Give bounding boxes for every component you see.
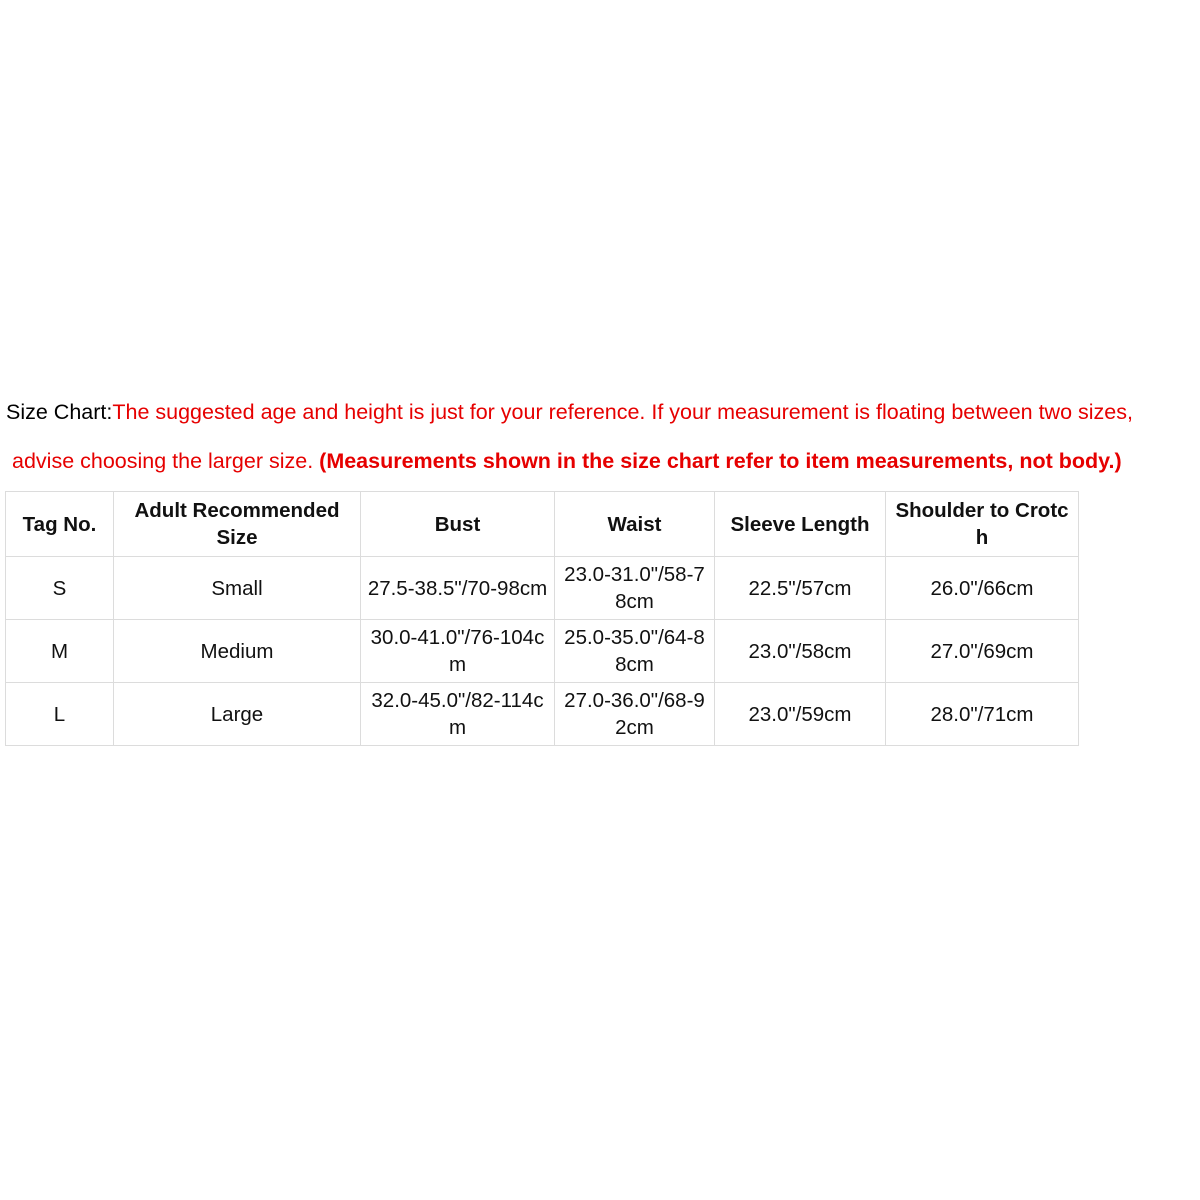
header-sleeve-length: Sleeve Length xyxy=(715,492,886,557)
cell-waist: 27.0-36.0"/68-92cm xyxy=(555,683,715,746)
cell-sleeve-length: 23.0"/59cm xyxy=(715,683,886,746)
cell-sleeve-length: 23.0"/58cm xyxy=(715,620,886,683)
cell-sleeve-length: 22.5"/57cm xyxy=(715,557,886,620)
header-adult-recommended-size: Adult Recommended Size xyxy=(114,492,361,557)
cell-shoulder-to-crotch: 27.0"/69cm xyxy=(886,620,1079,683)
cell-tag-no: S xyxy=(6,557,114,620)
table-row xyxy=(6,683,1079,746)
cell-recommended-size: Large xyxy=(114,683,361,746)
cell-bust: 30.0-41.0"/76-104cm xyxy=(361,620,555,683)
intro-line-1 xyxy=(6,388,1196,437)
table-header-row xyxy=(6,492,1079,557)
reference-note: The suggested age and height is just for your reference. If your measurement is floating between two sizes, xyxy=(112,400,1133,424)
reference-note-continued: advise choosing the larger size. xyxy=(12,449,320,473)
cell-recommended-size: Medium xyxy=(114,620,361,683)
cell-waist: 23.0-31.0"/58-78cm xyxy=(555,557,715,620)
header-shoulder-to-crotch: Shoulder to Crotch xyxy=(886,492,1079,557)
intro-line-2 xyxy=(6,437,1196,486)
size-chart-intro xyxy=(6,388,1196,486)
measurement-note: (Measurements shown in the size chart refer to item measurements, not body.) xyxy=(319,449,1122,473)
size-chart-label: Size Chart: xyxy=(6,400,113,424)
table-row xyxy=(6,557,1079,620)
header-bust: Bust xyxy=(361,492,555,557)
cell-tag-no: L xyxy=(6,683,114,746)
cell-bust: 32.0-45.0"/82-114cm xyxy=(361,683,555,746)
cell-waist: 25.0-35.0"/64-88cm xyxy=(555,620,715,683)
cell-shoulder-to-crotch: 28.0"/71cm xyxy=(886,683,1079,746)
table-row xyxy=(6,620,1079,683)
header-waist: Waist xyxy=(555,492,715,557)
header-tag-no: Tag No. xyxy=(6,492,114,557)
cell-tag-no: M xyxy=(6,620,114,683)
cell-bust: 27.5-38.5"/70-98cm xyxy=(361,557,555,620)
cell-recommended-size: Small xyxy=(114,557,361,620)
size-chart-table xyxy=(5,491,1079,746)
cell-shoulder-to-crotch: 26.0"/66cm xyxy=(886,557,1079,620)
